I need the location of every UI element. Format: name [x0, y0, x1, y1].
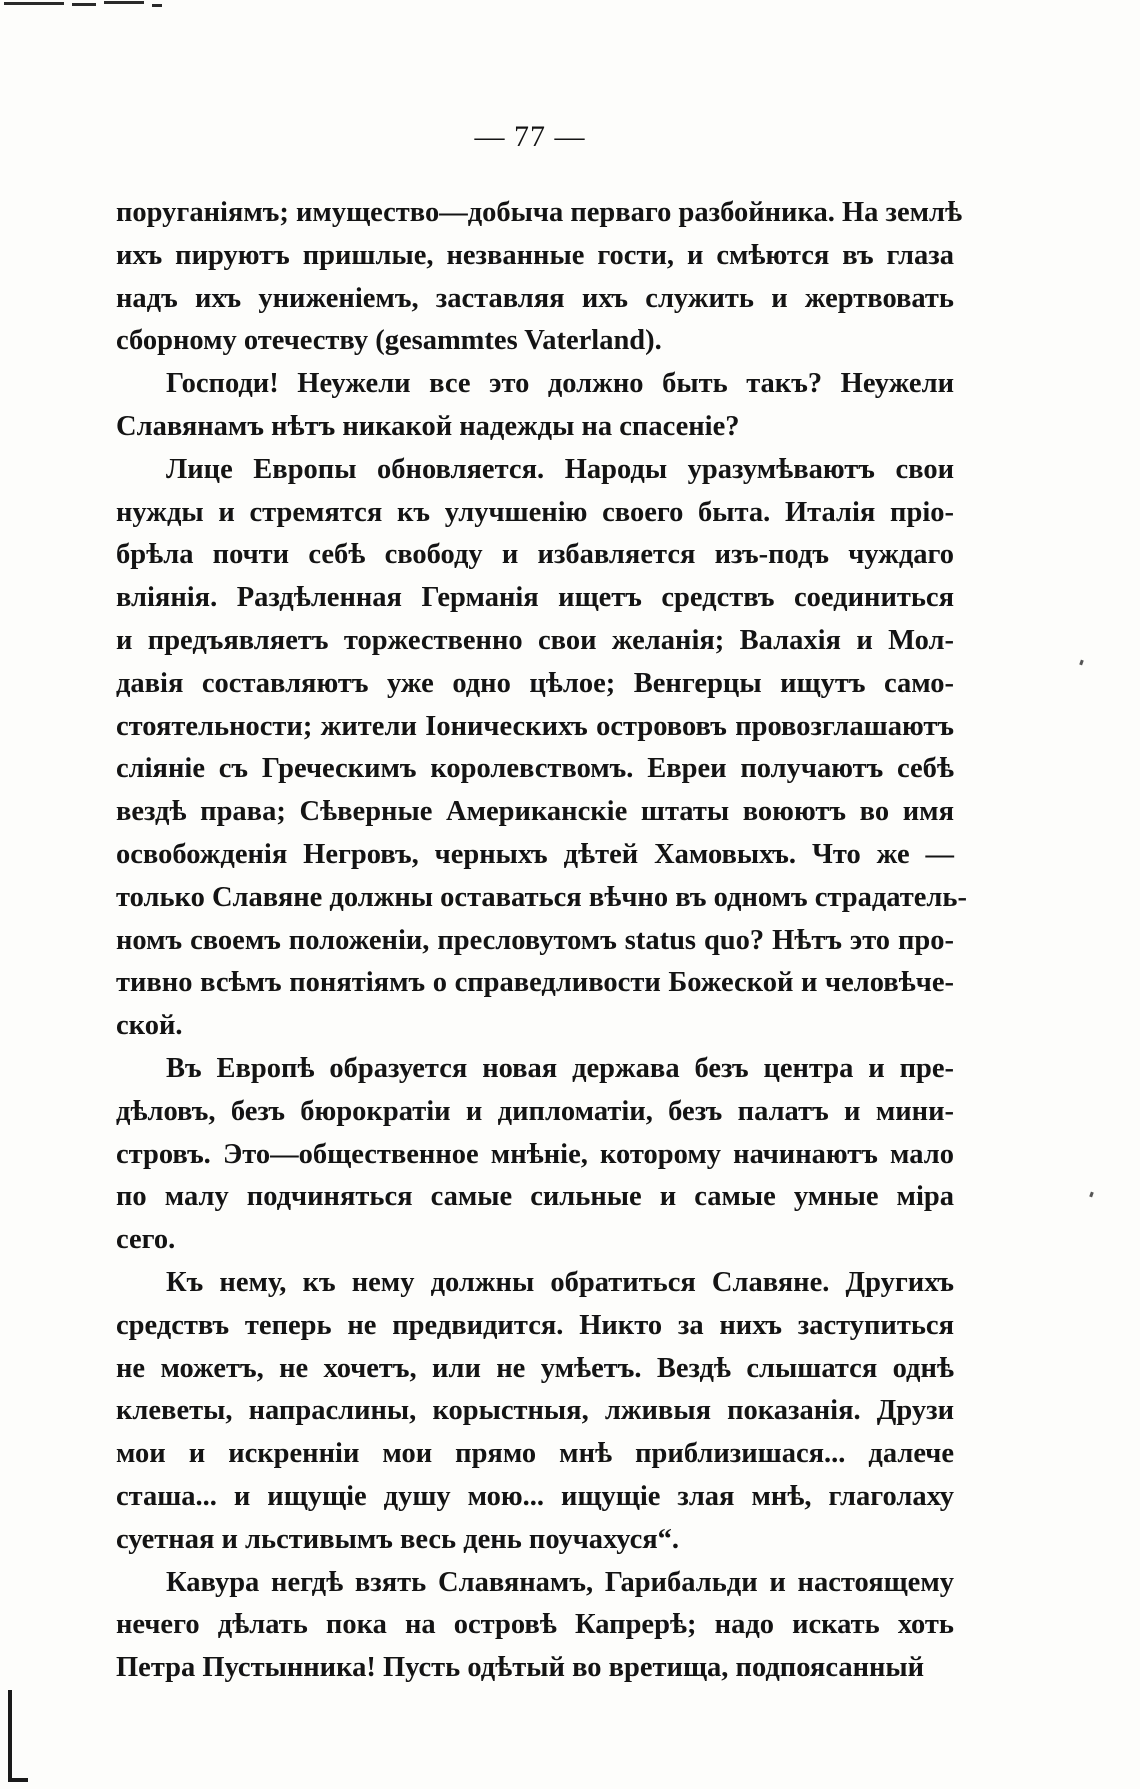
text-line: номъ своемъ положеніи, пресловутомъ status quo? Нѣтъ это про- — [116, 924, 954, 956]
paragraph — [116, 363, 954, 449]
text-line: Къ нему, къ нему должны обратиться Славяне. Другихъ — [166, 1266, 954, 1298]
text-line: стоятельности; жители Іоническихъ острововъ провозглашаютъ — [116, 710, 954, 742]
text-line: ихъ пируютъ пришлые, незванные гости, и смѣются въ глаза — [116, 239, 954, 271]
text-line: вездѣ права; Сѣверные Американскіе штаты воюютъ во имя — [116, 796, 954, 828]
text-line: вліянія. Раздѣленная Германія ищетъ средствъ соединиться — [116, 582, 954, 614]
text-line: мои и искренніи мои прямо мнѣ приблизишася... далече — [116, 1438, 954, 1470]
text-line: поруганіямъ; имущество—добыча перваго разбойника. На землѣ — [116, 197, 963, 228]
text-line: стровъ. Это—общественное мнѣніе, которому начинаютъ мало — [116, 1138, 954, 1170]
paragraph — [116, 192, 963, 363]
paragraph — [116, 1262, 954, 1562]
paragraph — [116, 1048, 954, 1262]
text-line: сборному отечеству (gesammtes Vaterland). — [116, 325, 662, 357]
paragraph — [116, 449, 967, 1048]
text-line: Лице Европы обновляется. Народы уразумѣваютъ свои — [166, 453, 954, 485]
text-line: по малу подчиняться самые сильные и самые умные міра — [116, 1181, 954, 1213]
text-line: тивно всѣмъ понятіямъ о справедливости Божеской и человѣче- — [116, 967, 954, 999]
text-line: Въ Европѣ образуется новая держава безъ центра и пре- — [166, 1052, 954, 1084]
text-line: Славянамъ нѣтъ никакой надежды на спасеніе? — [116, 410, 740, 442]
text-line: надъ ихъ униженіемъ, заставляя ихъ служить и жертвовать — [116, 282, 954, 314]
text-line: не можетъ, не хочетъ, или не умѣетъ. Вездѣ слышатся однѣ — [116, 1352, 954, 1384]
text-line: освобожденія Негровъ, черныхъ дѣтей Хамовыхъ. Что же — — [116, 838, 954, 870]
scan-speck — [1079, 660, 1084, 666]
text-line: нечего дѣлать пока на островѣ Капрерѣ; надо искать хоть — [116, 1609, 954, 1641]
text-line: давія составляютъ уже одно цѣлое; Венгерцы ищутъ само- — [116, 667, 954, 699]
scan-edge-mark-top — [0, 0, 170, 10]
text-line: нужды и стремятся къ улучшенію своего быта. Италія пріо- — [116, 496, 954, 528]
scan-edge-mark-bottom — [0, 1690, 40, 1789]
text-line: брѣла почти себѣ свободу и избавляется изъ-подъ чуждаго — [116, 539, 954, 571]
text-line: Кавура негдѣ взять Славянамъ, Гарибальди и настоящему — [166, 1566, 954, 1598]
text-line: сего. — [116, 1224, 176, 1256]
body-text — [116, 192, 967, 1690]
text-line: и предъявляетъ торжественно свои желанія; Валахія и Мол- — [116, 624, 954, 656]
text-line: только Славяне должны оставаться вѣчно въ одномъ страдатель- — [116, 881, 967, 913]
text-line: ской. — [116, 1010, 183, 1042]
text-line: средствъ теперь не предвидится. Никто за нихъ заступиться — [116, 1309, 954, 1341]
scan-speck — [1089, 1192, 1094, 1198]
text-line: Петра Пустынника! Пусть одѣтый во вретища, подпоясанный — [116, 1652, 925, 1684]
text-line: клеветы, напраслины, корыстныя, лживыя показанія. Друзи — [116, 1395, 954, 1427]
text-line: Господи! Неужели все это должно быть такъ? Неужели — [166, 368, 954, 400]
text-line: суетная и льстивымъ весь день поучахуся“. — [116, 1523, 680, 1555]
page-number: — 77 — — [474, 120, 586, 153]
paragraph — [116, 1562, 954, 1690]
text-line: сліяніе съ Греческимъ королевствомъ. Евреи получаютъ себѣ — [116, 753, 954, 785]
text-line: сташа... и ищущіе душу мою... ищущіе злая мнѣ, глаголаху — [116, 1480, 954, 1512]
text-line: дѣловъ, безъ бюрократіи и дипломатіи, безъ палатъ и мини- — [116, 1095, 954, 1127]
